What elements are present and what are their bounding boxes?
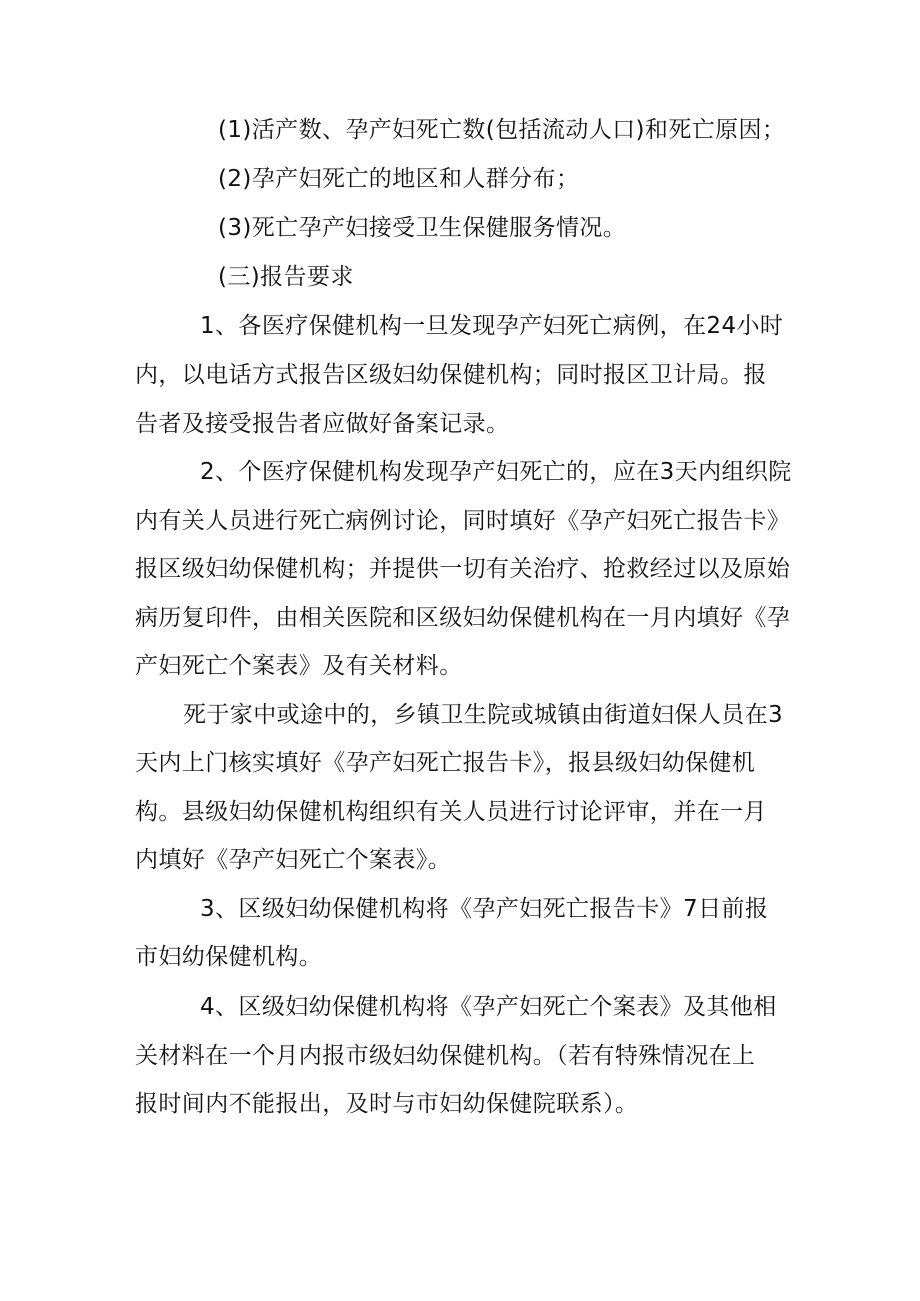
para2-line4: 病历复印件，由相关医院和区级妇幼保健机构在一月内填好《孕 xyxy=(135,605,791,631)
para3-line4: 内填好《孕产妇死亡个案表》。 xyxy=(135,847,452,873)
para1-line3: 告者及接受报告者应做好备案记录。 xyxy=(135,411,510,437)
para2-line5: 产妇死亡个案表》及有关材料。 xyxy=(135,653,463,679)
para5-line3: 报时间内不能报出，及时与市妇幼保健院联系）。 xyxy=(135,1091,639,1117)
para2-line3: 报区级妇幼保健机构；并提供一切有关治疗、抢救经过以及原始 xyxy=(135,556,791,582)
para5-line1: 4、区级妇幼保健机构将《孕产妇死亡个案表》及其他相 xyxy=(200,994,777,1020)
item-live-births: (1)活产数、孕产妇死亡数(包括流动人口)和死亡原因； xyxy=(218,117,786,143)
para4-line1: 3、区级妇幼保健机构将《孕产妇死亡报告卡》7日前报 xyxy=(200,896,769,922)
para1-line1: 1、各医疗保健机构一旦发现孕产妇死亡病例，在24小时 xyxy=(200,313,784,339)
para1-line2: 内，以电话方式报告区级妇幼保健机构；同时报区卫计局。报 xyxy=(135,362,767,388)
para2-line1: 2、个医疗保健机构发现孕产妇死亡的，应在3天内组织院 xyxy=(200,459,792,485)
section-heading: (三)报告要求 xyxy=(218,264,354,290)
para3-line3: 构。县级妇幼保健机构组织有关人员进行讨论评审，并在一月 xyxy=(135,799,767,825)
para3-line2: 天内上门核实填好《孕产妇死亡报告卡》，报县级妇幼保健机 xyxy=(135,750,756,776)
para4-line2: 市妇幼保健机构。 xyxy=(135,944,323,970)
para3-line1: 死于家中或途中的，乡镇卫生院或城镇由街道妇保人员在3 xyxy=(183,702,784,728)
item-health-services: (3)死亡孕产妇接受卫生保健服务情况。 xyxy=(218,215,627,241)
item-distribution: (2)孕产妇死亡的地区和人群分布； xyxy=(218,166,580,192)
para5-line2: 关材料在一个月内报市级妇幼保健机构。（若有特殊情况在上 xyxy=(135,1043,756,1069)
para2-line2: 内有关人员进行死亡病例讨论，同时填好《孕产妇死亡报告卡》 xyxy=(135,508,791,534)
